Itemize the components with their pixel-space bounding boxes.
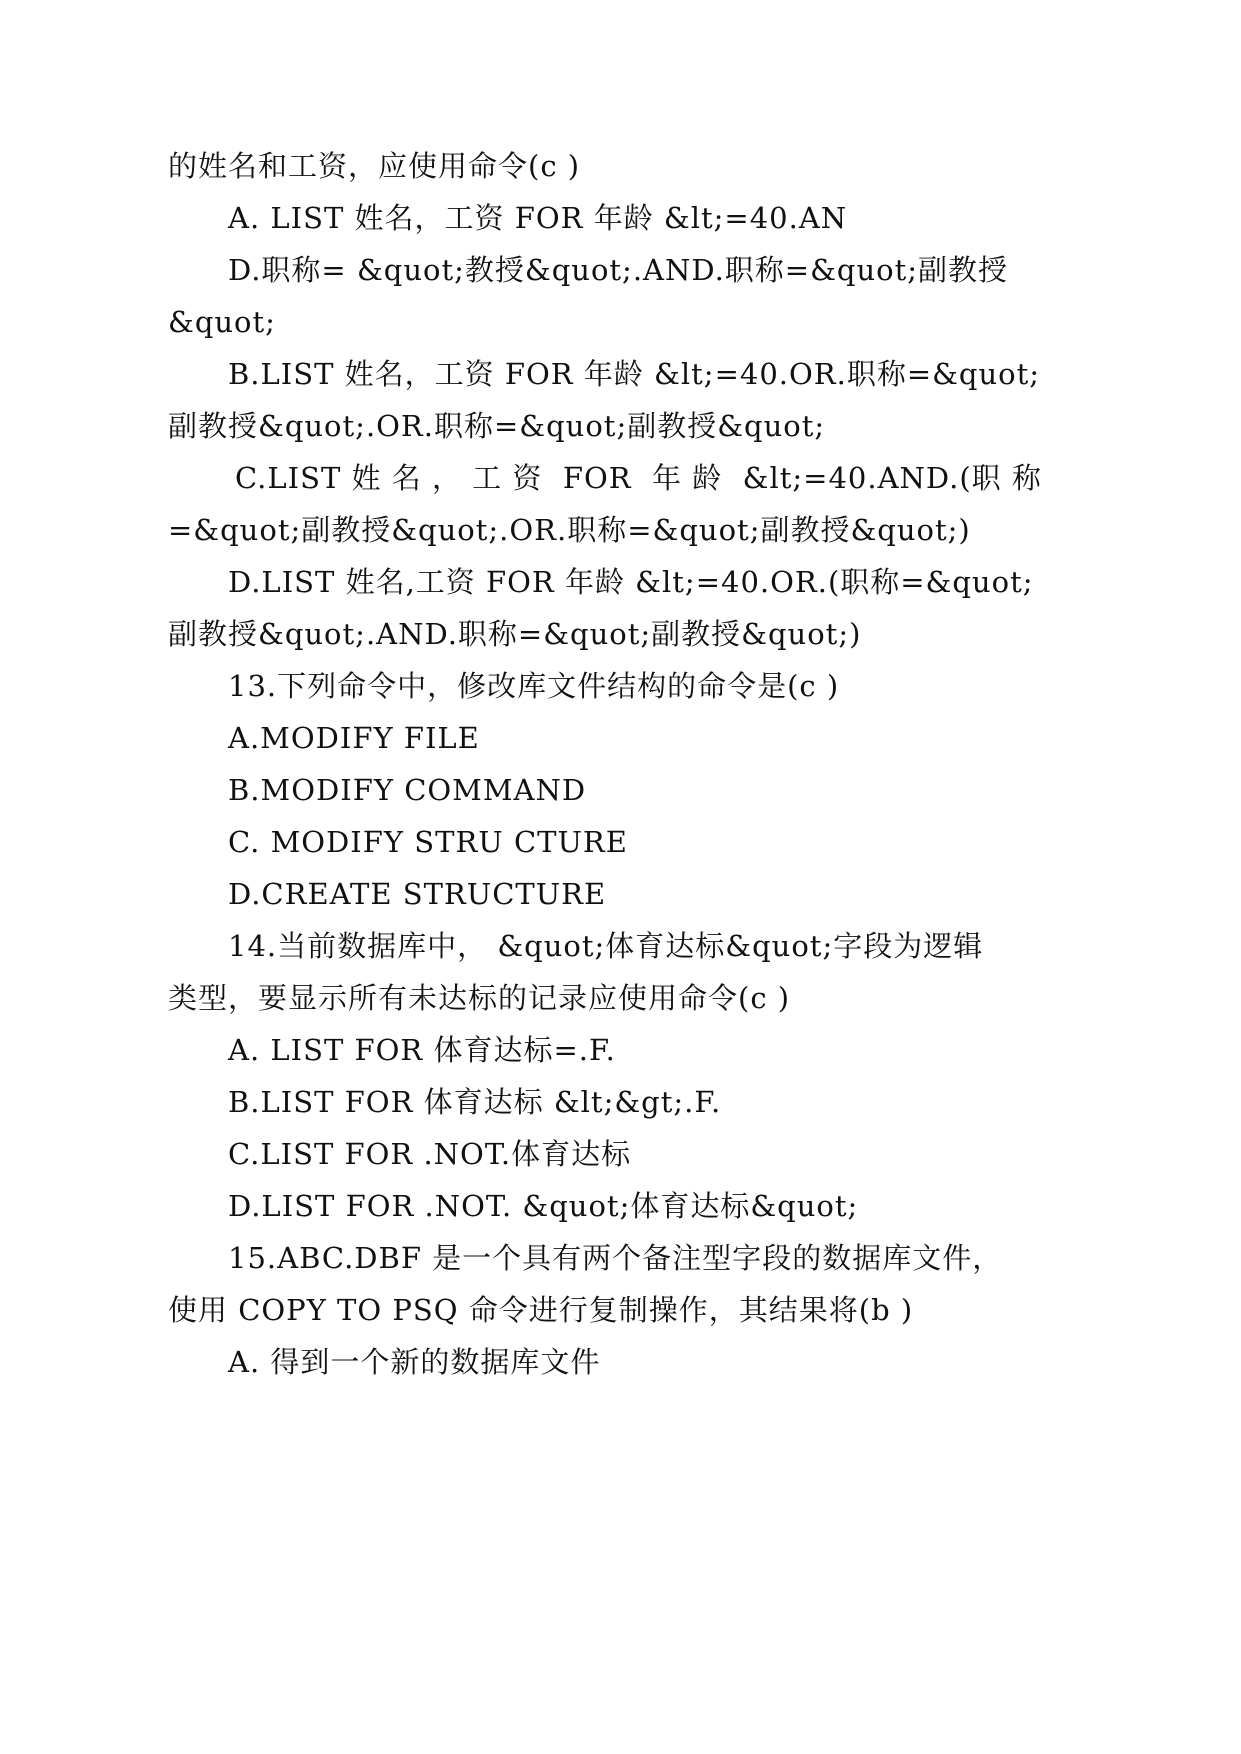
option-a: A. LIST FOR 体育达标=.F. bbox=[228, 1033, 616, 1067]
option-d: D.CREATE STRUCTURE bbox=[228, 877, 607, 911]
option-b: B.LIST FOR 体育达标 &lt;&gt;.F. bbox=[228, 1085, 722, 1119]
option-d: D.LIST FOR .NOT. &quot;体育达标&quot; bbox=[228, 1189, 859, 1223]
text-line: D.LIST 姓名,工资 FOR 年龄 &lt;=40.OR.(职称=&quot; bbox=[228, 565, 1034, 599]
text-line: 副教授&quot;.OR.职称=&quot;副教授&quot; bbox=[168, 409, 826, 443]
text-line: 使用 COPY TO PSQ 命令进行复制操作，其结果将(b ) bbox=[168, 1293, 914, 1327]
option-a: A.MODIFY FILE bbox=[228, 721, 480, 755]
text-line: A. LIST 姓名，工资 FOR 年龄 &lt;=40.AN bbox=[228, 201, 848, 235]
text-line: 类型，要显示所有未达标的记录应使用命令(c ) bbox=[168, 981, 791, 1015]
option-a: A. 得到一个新的数据库文件 bbox=[228, 1345, 601, 1379]
question-14: 14.当前数据库中， &quot;体育达标&quot;字段为逻辑 bbox=[228, 929, 984, 963]
option-b: B.MODIFY COMMAND bbox=[228, 773, 587, 807]
text-line: D.职称= &quot;教授&quot;.AND.职称=&quot;副教授 bbox=[228, 253, 1009, 287]
question-15: 15.ABC.DBF 是一个具有两个备注型字段的数据库文件， bbox=[228, 1241, 1003, 1275]
text-line: 的姓名和工资，应使用命令(c ) bbox=[168, 149, 581, 183]
option-c: C.LIST FOR .NOT.体育达标 bbox=[228, 1137, 632, 1171]
text-line: &quot; bbox=[168, 305, 276, 339]
text-line: B.LIST 姓名，工资 FOR 年龄 &lt;=40.OR.职称=&quot; bbox=[228, 357, 1041, 391]
question-13: 13.下列命令中，修改库文件结构的命令是(c ) bbox=[228, 669, 840, 703]
text-line: C.LIST 姓 名 ， 工 资 FOR 年 龄 &lt;=40.AND.(职 称 bbox=[235, 461, 1042, 495]
text-line: 副教授&quot;.AND.职称=&quot;副教授&quot;) bbox=[168, 617, 862, 651]
option-c: C. MODIFY STRU CTURE bbox=[228, 825, 628, 859]
text-line: =&quot;副教授&quot;.OR.职称=&quot;副教授&quot;) bbox=[168, 513, 971, 547]
